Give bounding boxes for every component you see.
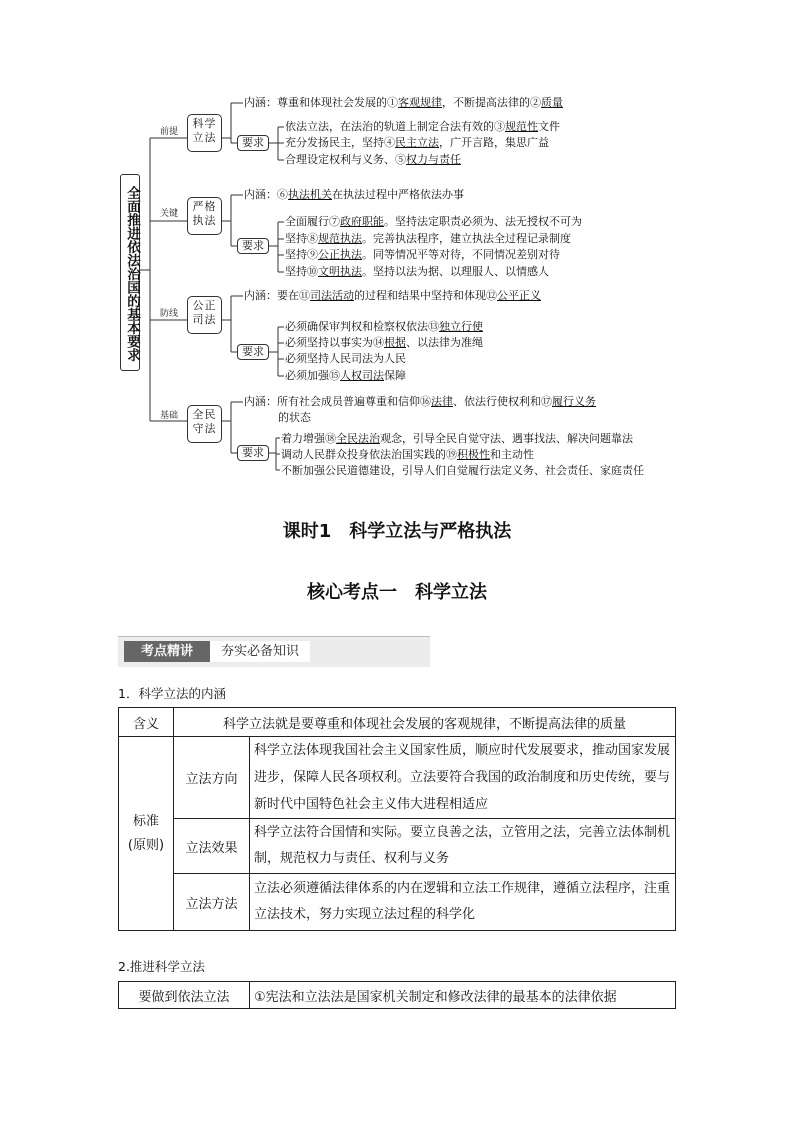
requirement-label: 要求 [237,135,269,151]
branch-tag: 基础 [160,411,179,421]
requirement-label: 要求 [237,445,269,461]
branch-tag: 关键 [160,209,179,219]
section2-heading: 2.推进科学立法 [118,959,205,974]
section1-heading: 1．科学立法的内涵 [118,686,226,701]
section-banner [118,636,430,667]
table-row [119,737,676,819]
branch2-connotation: 内涵：⑥执法机关在执法过程中严格依法办事 [244,188,464,201]
node-universal-law-abiding: 全民守法 [187,405,222,443]
branch3-req-2: 必须坚持以事实为⑭根据、以法律为准绳 [285,336,483,349]
branch3-req-3: 必须坚持人民司法为人民 [285,352,406,365]
table-row [119,982,676,1009]
row-label: 要做到依法立法 [119,982,250,1009]
table-row [119,708,676,737]
branch4-req-2: 调动人民群众投身依法治国实践的⑲积极性和主动性 [281,448,534,461]
row-value: 科学立法符合国情和实际。要立良善之法，立管用之法，完善立法体制机制，规范权力与责任、权利与义务 [250,819,676,874]
branch3-req-4: 必须加强⑮人权司法保障 [285,369,406,382]
branch3-connotation: 内涵：要在⑪司法活动的过程和结果中坚持和体现⑫公平正义 [244,289,541,302]
branch4-connotation-cont: 的状态 [278,411,311,424]
mindmap-root: 全面推进依法治国的基本要求 [120,174,140,371]
requirement-label: 要求 [237,238,269,254]
legislation-connotation-table [118,707,676,931]
table-row [119,874,676,931]
branch2-req-4: 坚持⑩文明执法。坚持以法为据、以理服人、以情感人 [285,265,549,278]
row-value: 科学立法体现我国社会主义国家性质，顺应时代发展要求，推动国家发展进步，保障人民各项权利。立法要符合我国的政治制度和历史传统，要与新时代中国特色社会主义伟大进程相适应 [250,737,676,819]
row-value: 立法必须遵循法律体系的内在逻辑和立法工作规律，遵循立法程序，注重立法技术，努力实现立法过程的科学化 [250,874,676,931]
lesson-title: 课时1 科学立法与严格执法 [282,521,512,542]
table-row [119,819,676,874]
banner-label: 考点精讲 [124,641,210,662]
branch-tag: 防线 [160,309,179,319]
branch2-req-3: 坚持⑨公正执法。同等情况平等对待，不同情况差别对待 [285,248,560,261]
branch1-req-1: 依法立法，在法治的轨道上制定合法有效的③规范性文件 [285,120,560,133]
core-point-title: 核心考点一 科学立法 [307,582,487,603]
branch3-req-1: 必须确保审判权和检察权依法⑬独立行使 [285,320,483,333]
row-label: 立法效果 [174,819,250,874]
node-fair-justice: 公正司法 [187,296,222,334]
node-strict-enforcement: 严格执法 [187,197,222,235]
banner-sublabel: 夯实必备知识 [210,641,310,662]
branch1-req-3: 合理设定权利与义务、⑤权力与责任 [285,153,461,166]
row-value: 科学立法就是要尊重和体现社会发展的客观规律，不断提高法律的质量 [174,708,676,737]
branch2-req-2: 坚持⑧规范执法。完善执法程序，建立执法全过程记录制度 [285,232,571,245]
promote-legislation-table [118,981,676,1009]
row-label: 立法方法 [174,874,250,931]
row-label: 含义 [119,708,174,737]
row-value: ①宪法和立法法是国家机关制定和修改法律的最基本的法律依据 [250,982,676,1009]
branch4-req-1: 着力增强⑱全民法治观念，引导全民自觉守法、遇事找法、解决问题靠法 [281,432,633,445]
branch4-connotation: 内涵：所有社会成员普遍尊重和信仰⑯法律、依法行使权利和⑰履行义务 [244,395,596,408]
branch4-req-3: 不断加强公民道德建设，引导人们自觉履行法定义务、社会责任、家庭责任 [281,464,644,477]
row-label: 立法方向 [174,737,250,819]
branch2-req-1: 全面履行⑦政府职能。坚持法定职责必须为、法无授权不可为 [285,215,582,228]
branch-tag: 前提 [160,127,179,137]
requirement-label: 要求 [237,344,269,360]
node-science-legislation: 科学立法 [187,114,222,152]
branch1-connotation: 内涵：尊重和体现社会发展的①客观规律，不断提高法律的②质量 [244,96,563,109]
group-label: 标准 (原则) [119,737,174,931]
branch1-req-2: 充分发扬民主，坚持④民主立法，广开言路，集思广益 [285,136,549,149]
